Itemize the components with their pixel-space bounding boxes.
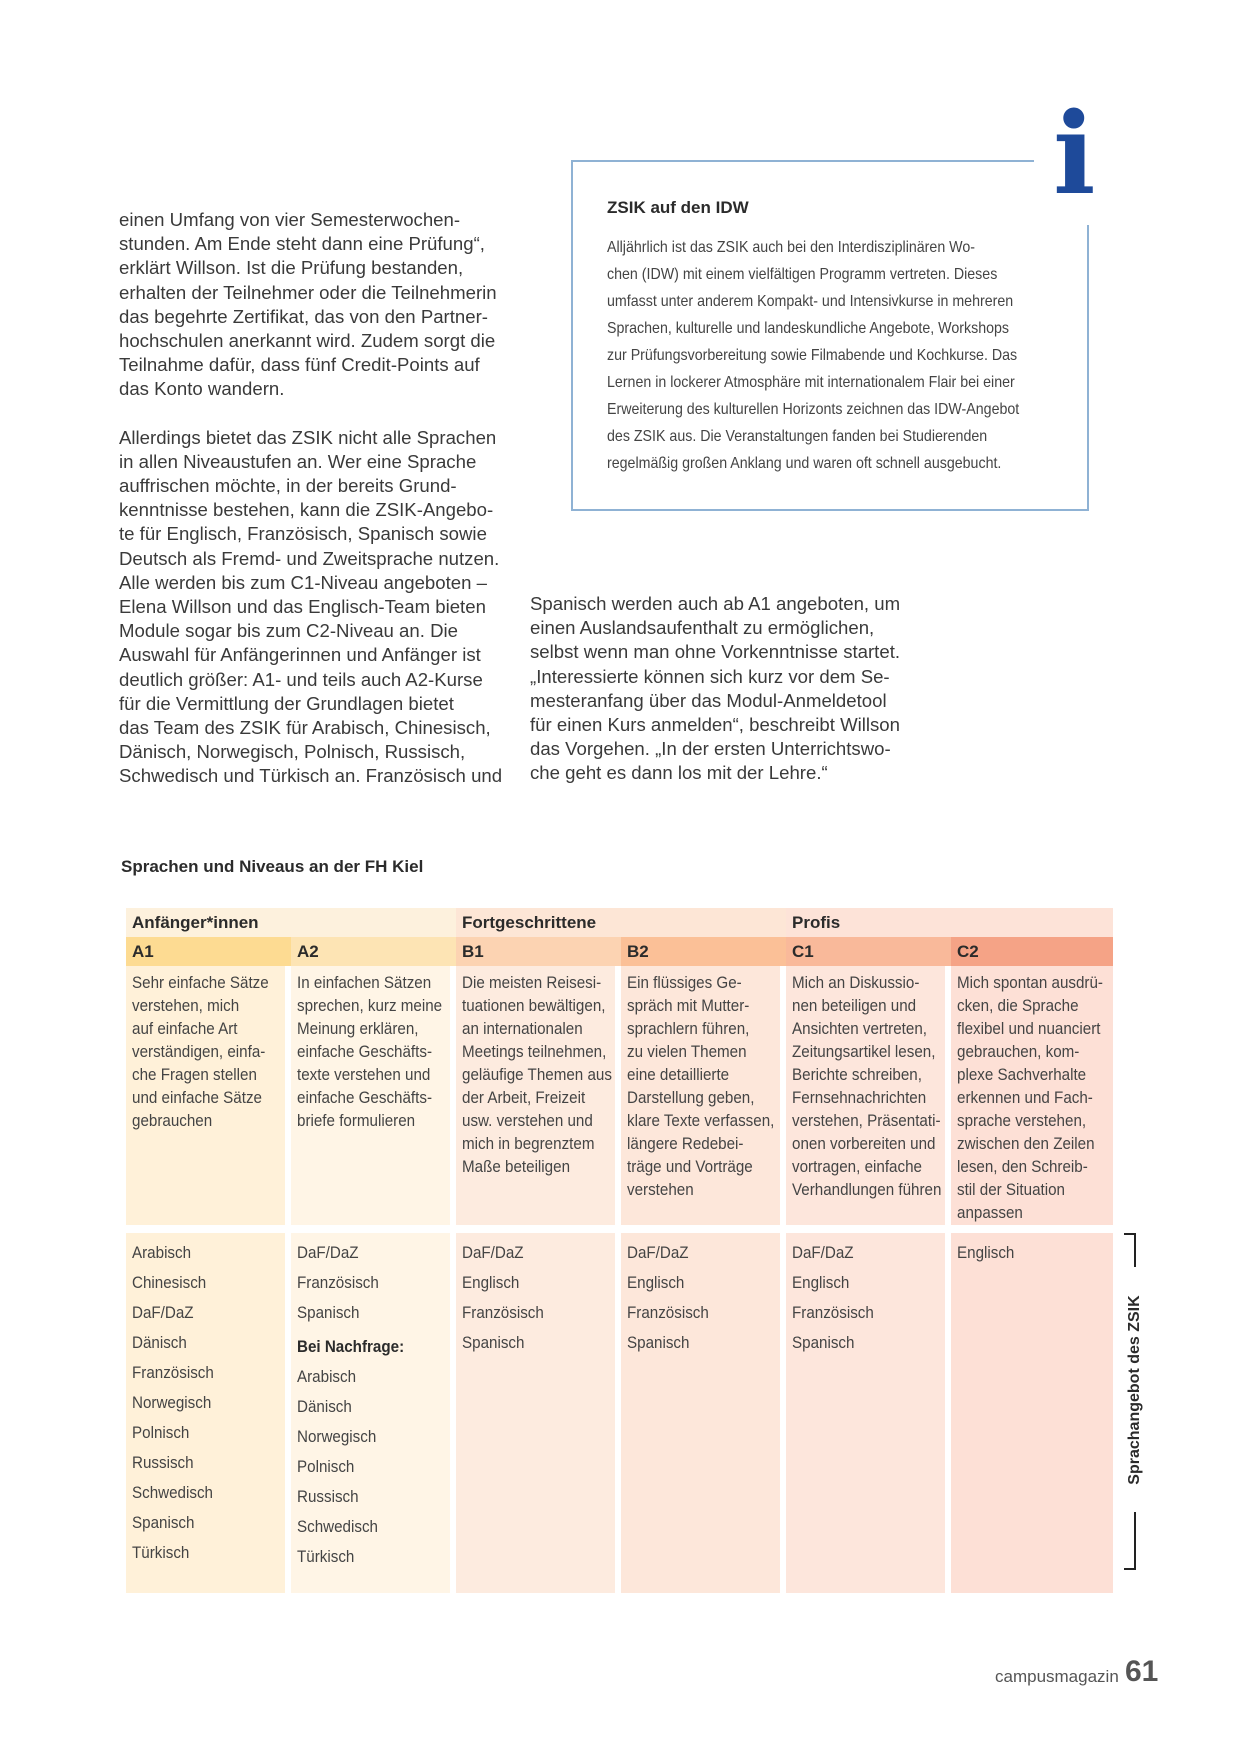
description-line: plexe Sachverhalte <box>957 1066 1087 1084</box>
language-item: Französisch <box>297 1274 379 1292</box>
text-line: Elena Willson und das Englisch-Team bieten <box>119 596 486 618</box>
language-list <box>621 1233 780 1593</box>
description-line: Fernsehnachrichten <box>792 1089 927 1107</box>
group-beginners: Anfänger*innen <box>126 908 456 937</box>
text-line: Teilnahme dafür, dass fünf Credit-Points auf <box>119 354 480 376</box>
right-paragraph <box>530 592 900 786</box>
description-line: sprache verstehen, <box>957 1112 1087 1130</box>
description-line: vortragen, einfache <box>792 1158 922 1176</box>
language-list <box>786 1233 945 1593</box>
level-header-a2: A2 <box>291 937 456 966</box>
description-line: lesen, den Schreib- <box>957 1158 1088 1176</box>
description-line: cken, die Sprache <box>957 997 1079 1015</box>
language-items <box>297 1238 438 1572</box>
description-line: tuationen bewältigen, <box>462 997 606 1015</box>
language-list <box>456 1233 615 1593</box>
language-item: Französisch <box>792 1304 874 1322</box>
text-line: für einen Kurs anmelden“, beschreibt Willson <box>530 714 900 736</box>
language-item: Spanisch <box>462 1334 525 1352</box>
language-item: Türkisch <box>132 1544 190 1562</box>
description-text <box>957 972 1101 1225</box>
text-line: das Konto wandern. <box>119 378 285 400</box>
description-text <box>297 972 443 1133</box>
languages-row <box>126 1233 1113 1593</box>
language-items <box>957 1238 1101 1268</box>
language-item: Französisch <box>627 1304 709 1322</box>
text-line: Module sogar bis zum C2-Niveau an. Die <box>119 620 458 642</box>
description-line: Meinung erklären, <box>297 1020 419 1038</box>
description-line: che Fragen stellen <box>132 1066 257 1084</box>
description-line: Meetings teilnehmen, <box>462 1043 607 1061</box>
description-line: sprachlern führen, <box>627 1020 750 1038</box>
level-header-row <box>126 937 1113 966</box>
language-item: Dänisch <box>132 1334 187 1352</box>
text-line: umfasst unter anderem Kompakt- und Intensivkurse in mehreren <box>607 293 1014 310</box>
description-line: Mich an Diskussio- <box>792 974 920 992</box>
description-line: verstehen <box>627 1181 694 1199</box>
language-item: Französisch <box>132 1364 214 1382</box>
text-line: Spanisch werden auch ab A1 angeboten, um <box>530 593 901 614</box>
text-line: in allen Niveaustufen an. Wer eine Sprache <box>119 450 477 472</box>
description-line: der Arbeit, Freizeit <box>462 1089 586 1107</box>
info-box-text <box>607 234 1030 477</box>
on-request-label: Bei Nachfrage: <box>297 1338 405 1356</box>
text-line: stunden. Am Ende steht dann eine Prüfung“, <box>119 233 485 255</box>
description-line: Ein flüssiges Ge- <box>627 974 742 992</box>
text-line: des ZSIK aus. Die Veranstaltungen fanden bei Studierenden <box>607 428 988 445</box>
description-line: In einfachen Sätzen <box>297 974 432 992</box>
language-item: DaF/DaZ <box>132 1304 194 1322</box>
text-line: kenntnisse bestehen, kann die ZSIK-Angebo- <box>119 499 494 521</box>
description-line: eine detaillierte <box>627 1066 730 1084</box>
description-line: mich in begrenztem <box>462 1135 595 1153</box>
language-item: Englisch <box>462 1274 520 1292</box>
description-line: zu vielen Themen <box>627 1043 747 1061</box>
description-text <box>462 972 612 1179</box>
text-line: selbst wenn man ohne Vorkenntnisse startet. <box>530 641 901 663</box>
description-line: flexibel und nuanciert <box>957 1020 1101 1038</box>
page-number: 61 <box>1125 1655 1159 1688</box>
text-line: das Team des ZSIK für Arabisch, Chinesisch, <box>119 717 491 739</box>
language-items <box>792 1238 933 1358</box>
level-description <box>786 966 945 1225</box>
text-line: mesteranfang über das Modul-Anmeldetool <box>530 689 887 711</box>
description-line: verständigen, einfa- <box>132 1043 266 1061</box>
description-line: träge und Vorträge <box>627 1158 753 1176</box>
level-header-c2: C2 <box>951 937 1113 966</box>
language-list <box>126 1233 285 1593</box>
language-list <box>291 1233 450 1593</box>
text-line: Lernen in lockerer Atmosphäre mit internationalem Flair bei einer <box>607 374 1015 391</box>
language-item: Arabisch <box>132 1244 192 1262</box>
text-line: te für Englisch, Französisch, Spanisch sowie <box>119 523 487 545</box>
description-line: geläufige Themen aus <box>462 1066 612 1084</box>
description-line: auf einfache Art <box>132 1020 238 1038</box>
level-header-b2: B2 <box>621 937 786 966</box>
description-line: verstehen, Präsentati- <box>792 1112 941 1130</box>
description-line: spräch mit Mutter- <box>627 997 750 1015</box>
text-line: hochschulen anerkannt wird. Zudem sorgt die <box>119 330 496 352</box>
description-line: sprechen, kurz meine <box>297 997 443 1015</box>
description-line: Mich spontan ausdrü- <box>957 974 1103 992</box>
language-items <box>627 1238 768 1358</box>
side-label: Sprachangebot des ZSIK <box>1126 1295 1143 1485</box>
side-rule <box>1134 1512 1136 1570</box>
description-line: klare Texte verfassen, <box>627 1112 775 1130</box>
info-icon: i <box>1053 89 1096 220</box>
text-line: chen (IDW) mit einem vielfältigen Programm vertreten. Dieses <box>607 266 998 283</box>
text-line: das begehrte Zertifikat, das von den Partner- <box>119 305 488 327</box>
text-line: Alljährlich ist das ZSIK auch bei den Interdisziplinären Wo- <box>607 239 975 256</box>
text-line: zur Prüfungsvorbereitung sowie Filmabende und Kochkurse. Das <box>607 347 1018 364</box>
text-line: deutlich größer: A1- und teils auch A2-Kurse <box>119 668 483 690</box>
description-line: zwischen den Zeilen <box>957 1135 1095 1153</box>
description-line: erkennen und Fach- <box>957 1089 1093 1107</box>
description-line: längere Redebei- <box>627 1135 744 1153</box>
description-line: einfache Geschäfts- <box>297 1043 433 1061</box>
description-line: stil der Situation <box>957 1181 1066 1199</box>
text-line: das Vorgehen. „In der ersten Unterrichtswo- <box>530 738 891 760</box>
language-item: Englisch <box>957 1244 1015 1262</box>
description-line: Darstellung geben, <box>627 1089 755 1107</box>
description-line: Verhandlungen führen <box>792 1181 942 1199</box>
description-line: usw. verstehen und <box>462 1112 593 1130</box>
description-line: Ansichten vertreten, <box>792 1020 928 1038</box>
text-line: regelmäßig großen Anklang und waren oft schnell ausgebucht. <box>607 455 1002 472</box>
level-header-b1: B1 <box>456 937 621 966</box>
left-paragraph-2 <box>119 426 502 789</box>
group-advanced: Fortgeschrittene <box>456 908 786 937</box>
description-line: verstehen, mich <box>132 997 240 1015</box>
level-description <box>456 966 615 1225</box>
level-description <box>951 966 1113 1225</box>
description-line: gebrauchen, kom- <box>957 1043 1080 1061</box>
language-item: Russisch <box>297 1488 359 1506</box>
group-header-row <box>126 908 1113 937</box>
language-list <box>951 1233 1113 1593</box>
text-line: Deutsch als Fremd- und Zweitsprache nutzen. <box>119 547 500 569</box>
description-line: einfache Geschäfts- <box>297 1089 433 1107</box>
language-item: DaF/DaZ <box>297 1244 359 1262</box>
language-item: Französisch <box>462 1304 544 1322</box>
text-line: Alle werden bis zum C1-Niveau angeboten – <box>119 571 487 593</box>
text-line: Dänisch, Norwegisch, Polnisch, Russisch, <box>119 741 466 763</box>
language-item: Chinesisch <box>132 1274 207 1292</box>
left-column <box>119 208 502 789</box>
language-item: Spanisch <box>627 1334 690 1352</box>
text-line: für die Vermittlung der Grundlagen bietet <box>119 692 454 714</box>
info-box-title: ZSIK auf den IDW <box>607 198 749 217</box>
side-rule <box>1124 1568 1136 1570</box>
description-text <box>792 972 942 1202</box>
language-item: Norwegisch <box>297 1428 377 1446</box>
group-professionals: Profis <box>786 908 1113 937</box>
description-line: an internationalen <box>462 1020 583 1038</box>
text-line: einen Auslandsaufenthalt zu ermöglichen, <box>530 617 875 639</box>
language-item: Spanisch <box>132 1514 195 1532</box>
language-item: Spanisch <box>297 1304 360 1322</box>
description-line: anpassen <box>957 1204 1023 1222</box>
description-line: Maße beteiligen <box>462 1158 571 1176</box>
language-items <box>132 1238 273 1568</box>
text-line: Erweiterung des kulturellen Horizonts zeichnen das IDW-Angebot <box>607 401 1020 418</box>
left-paragraph-1 <box>119 208 502 402</box>
text-line: auffrischen möchte, in der bereits Grund- <box>119 475 457 497</box>
language-item: DaF/DaZ <box>462 1244 524 1262</box>
language-item: Englisch <box>627 1274 685 1292</box>
description-line: Die meisten Reisesi- <box>462 974 602 992</box>
description-line: briefe formulieren <box>297 1112 416 1130</box>
level-description <box>291 966 450 1225</box>
language-item: DaF/DaZ <box>792 1244 854 1262</box>
description-line: nen beteiligen und <box>792 997 917 1015</box>
description-line: und einfache Sätze <box>132 1089 262 1107</box>
description-line: Berichte schreiben, <box>792 1066 922 1084</box>
language-items <box>462 1238 603 1358</box>
levels-table <box>126 908 1113 1593</box>
language-item: Englisch <box>792 1274 850 1292</box>
description-line: gebrauchen <box>132 1112 213 1130</box>
description-line: texte verstehen und <box>297 1066 431 1084</box>
level-description <box>126 966 285 1225</box>
language-item: Türkisch <box>297 1548 355 1566</box>
description-line: onen vorbereiten und <box>792 1135 936 1153</box>
language-item: Dänisch <box>297 1398 352 1416</box>
text-line: einen Umfang von vier Semesterwochen- <box>119 209 461 230</box>
text-line: che geht es dann los mit der Lehre.“ <box>530 762 828 784</box>
language-item: Schwedisch <box>132 1484 214 1502</box>
description-text <box>132 972 273 1133</box>
description-line: Zeitungsartikel lesen, <box>792 1043 936 1061</box>
magazine-name: campusmagazin <box>995 1667 1119 1686</box>
language-item: Schwedisch <box>297 1518 379 1536</box>
language-item: Polnisch <box>297 1458 355 1476</box>
description-text <box>627 972 775 1202</box>
text-line: erklärt Willson. Ist die Prüfung bestanden, <box>119 257 464 279</box>
language-item: Arabisch <box>297 1368 357 1386</box>
text-line: „Interessierte können sich kurz vor dem Se- <box>530 665 890 687</box>
language-item: Norwegisch <box>132 1394 212 1412</box>
level-description <box>621 966 780 1225</box>
text-line: Schwedisch und Türkisch an. Französisch und <box>119 765 503 787</box>
text-line: Allerdings bietet das ZSIK nicht alle Sprachen <box>119 426 497 448</box>
description-row <box>126 966 1113 1225</box>
description-line: Sehr einfache Sätze <box>132 974 269 992</box>
language-item: Spanisch <box>792 1334 855 1352</box>
right-column <box>530 592 900 786</box>
language-item: Polnisch <box>132 1424 190 1442</box>
language-item: DaF/DaZ <box>627 1244 689 1262</box>
language-item: Russisch <box>132 1454 194 1472</box>
text-line: Auswahl für Anfängerinnen und Anfänger ist <box>119 644 481 666</box>
side-rule <box>1134 1233 1136 1267</box>
level-header-a1: A1 <box>126 937 291 966</box>
text-line: erhalten der Teilnehmer oder die Teilnehmerin <box>119 281 497 303</box>
level-header-c1: C1 <box>786 937 951 966</box>
table-title: Sprachen und Niveaus an der FH Kiel <box>121 857 424 876</box>
text-line: Sprachen, kulturelle und landeskundliche Angebote, Workshops <box>607 320 1010 337</box>
